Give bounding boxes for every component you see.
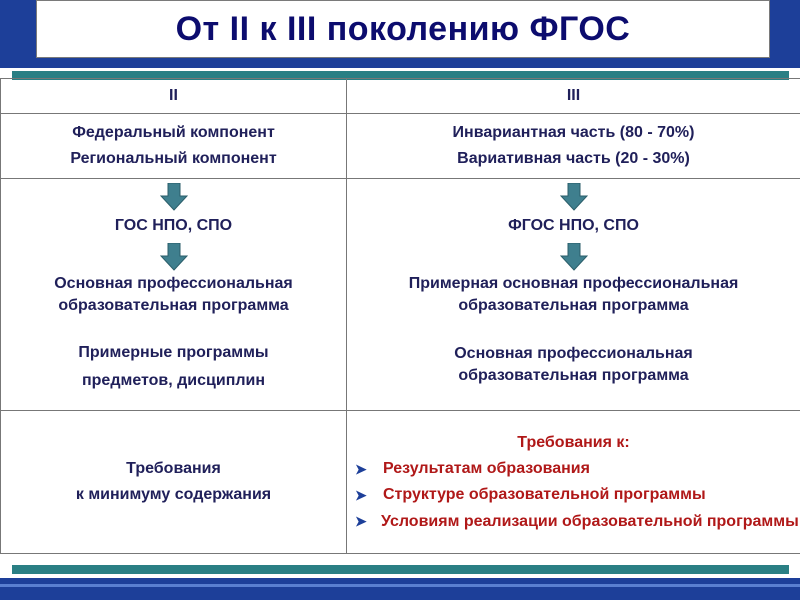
minimum-content-label: к минимуму содержания <box>75 486 272 503</box>
page-title: От II к III поколению ФГОС <box>175 9 631 48</box>
bottom-band <box>0 578 800 600</box>
title-box <box>36 0 770 58</box>
components-row <box>1 114 800 179</box>
arrow-bullet-icon: ➤ <box>355 486 367 503</box>
variable-part: Вариативная часть (20 - 30%) <box>457 150 690 167</box>
documents-right-cell <box>347 179 800 411</box>
arrow-bullet-icon: ➤ <box>355 460 367 477</box>
regional-component: Региональный компонент <box>70 150 277 167</box>
main-program-right-l2: образовательная программа <box>458 367 689 384</box>
sample-programs-l1: Примерные программы <box>78 344 269 361</box>
requirement-conditions: Условиям реализации образовательной программы <box>381 512 799 530</box>
down-arrow-icon <box>560 183 588 211</box>
list-item <box>355 456 800 482</box>
fgos-npo-spo: ФГОС НПО, СПО <box>508 217 639 234</box>
list-item <box>355 482 800 508</box>
down-arrow-icon <box>560 243 588 271</box>
requirements-left-cell <box>1 411 347 554</box>
sample-main-program-l1: Примерная основная профессиональная <box>408 275 739 292</box>
main-program-left-l2: образовательная программа <box>58 297 289 314</box>
main-program-left-l1: Основная профессиональная <box>54 275 293 292</box>
header-row <box>1 79 800 114</box>
components-left-cell <box>1 114 347 179</box>
sample-main-program-l2: образовательная программа <box>458 297 689 314</box>
federal-component: Федеральный компонент <box>72 124 275 141</box>
sample-programs-l2: предметов, дисциплин <box>81 372 266 389</box>
header-col-ii: II <box>1 79 347 114</box>
documents-left-cell <box>1 179 347 411</box>
requirements-list <box>347 456 800 535</box>
requirement-structure: Структуре образовательной программы <box>383 485 706 503</box>
requirements-label: Требования <box>126 460 221 477</box>
main-program-right-l1: Основная профессиональная <box>454 345 693 362</box>
list-item <box>355 508 800 535</box>
requirement-results: Результатам образования <box>383 459 590 477</box>
requirements-right-cell <box>347 411 800 554</box>
requirements-title: Требования к: <box>517 433 630 451</box>
components-right-cell <box>347 114 800 179</box>
bottom-divider <box>12 565 789 574</box>
comparison-table <box>0 78 800 554</box>
sample-main-program <box>347 273 800 317</box>
main-program-right <box>347 343 800 387</box>
requirements-row <box>1 411 800 554</box>
invariant-part: Инвариантная часть (80 - 70%) <box>452 124 695 141</box>
sample-programs <box>1 339 346 395</box>
down-arrow-icon <box>160 243 188 271</box>
main-program-left <box>1 273 346 317</box>
gos-npo-spo: ГОС НПО, СПО <box>114 217 233 234</box>
down-arrow-icon <box>160 183 188 211</box>
header-col-iii: III <box>347 79 800 114</box>
arrow-bullet-icon: ➤ <box>355 512 367 529</box>
documents-row <box>1 179 800 411</box>
